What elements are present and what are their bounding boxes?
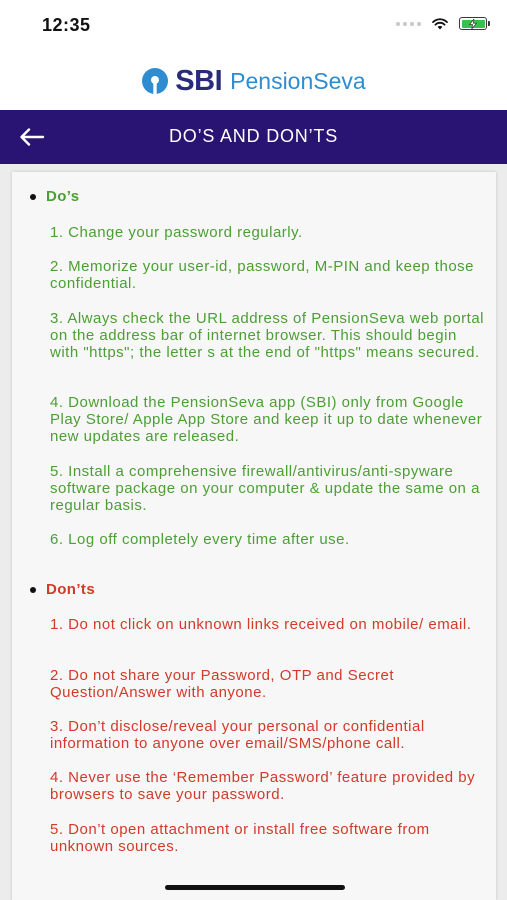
donts-item: 1. Do not click on unknown links received on mobile/ email. <box>50 616 472 633</box>
dos-item: 1. Change your password regularly. <box>50 224 303 241</box>
donts-heading <box>30 581 95 598</box>
donts-item: 3. Don’t disclose/reveal your personal or confidential information to anyone over email/SMS/phone call. <box>50 718 425 752</box>
content-area[interactable] <box>0 164 507 900</box>
bullet-icon <box>30 194 36 200</box>
dos-item: 2. Memorize your user-id, password, M-PIN and keep those confidential. <box>50 258 474 292</box>
status-bar <box>0 0 507 52</box>
dos-item: 4. Download the PensionSeva app (SBI) only from Google Play Store/ Apple App Store and keep it up to date whenever new updates are released. <box>50 394 483 445</box>
status-icons <box>396 17 487 30</box>
sbi-logo-icon <box>141 67 169 95</box>
brand-logo <box>0 58 507 104</box>
donts-item: 2. Do not share your Password, OTP and Secret Question/Answer with anyone. <box>50 667 395 701</box>
bullet-icon <box>30 587 36 593</box>
donts-item: 5. Don’t open attachment or install free software from unknown sources. <box>50 821 430 855</box>
dos-donts-card <box>12 172 496 900</box>
dos-heading <box>30 188 80 205</box>
home-indicator[interactable] <box>165 885 345 890</box>
dos-item: 5. Install a comprehensive firewall/antivirus/anti-spyware software package on your computer & update the same on a regular basis. <box>50 463 480 514</box>
brand-product-name: PensionSeva <box>230 67 366 94</box>
dos-item: 3. Always check the URL address of PensionSeva web portal on the address bar of internet browser. This should begin with "https"; the letter s at the end of "https" means secured. <box>50 310 484 361</box>
page-title: DO’S AND DON’TS <box>168 126 339 146</box>
page-header <box>0 110 507 164</box>
donts-heading-label: Don’ts <box>46 581 96 598</box>
wifi-icon <box>431 17 449 30</box>
dos-item: 6. Log off completely every time after use. <box>50 531 350 548</box>
status-time: 12:35 <box>42 15 91 35</box>
brand-sbi-text: SBI <box>175 64 223 97</box>
donts-item: 4. Never use the ‘Remember Password’ feature provided by browsers to save your password. <box>50 769 476 803</box>
charging-bolt-icon <box>469 19 477 29</box>
dos-heading-label: Do’s <box>46 188 80 205</box>
battery-icon <box>459 17 487 30</box>
cellular-signal-icon <box>396 22 421 26</box>
